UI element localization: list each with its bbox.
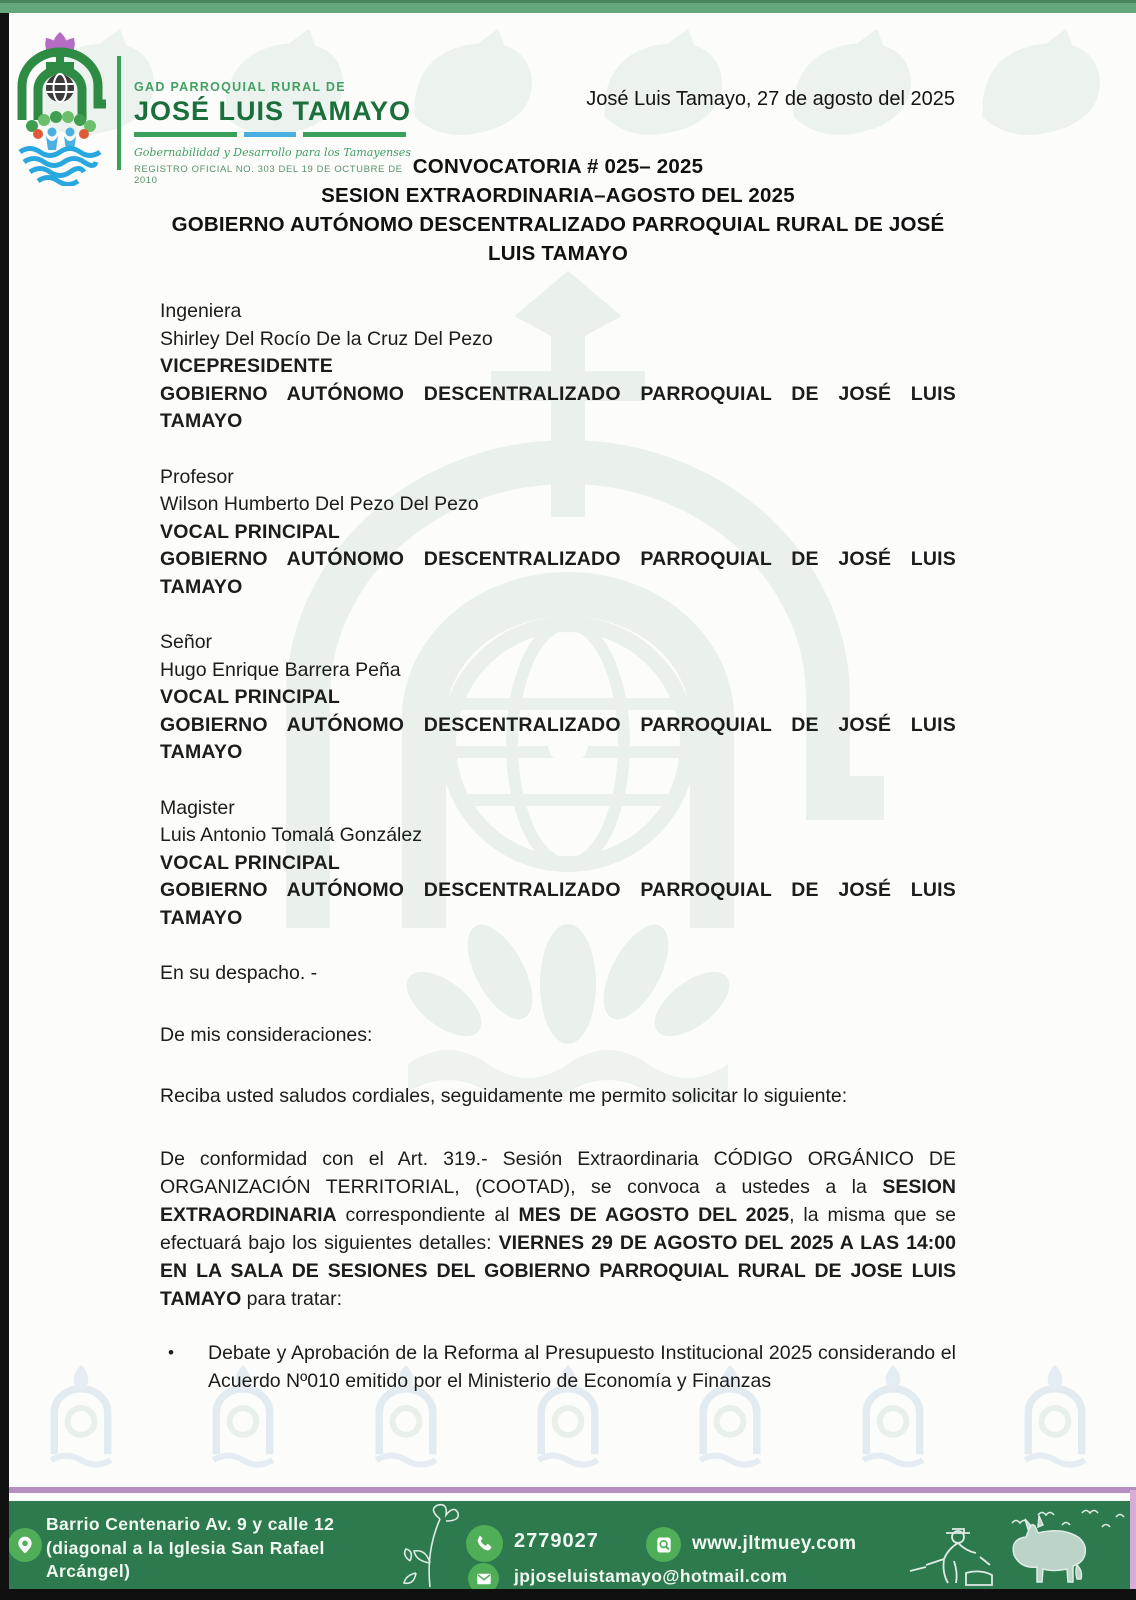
recipient-name: Hugo Enrique Barrera Peña	[160, 658, 401, 681]
address-line-3: Arcángel)	[46, 1561, 131, 1581]
scan-edge-left	[0, 13, 9, 1600]
top-green-bar	[0, 0, 1136, 13]
browser-search-icon	[646, 1527, 681, 1562]
address-line-2: (diagonal a la Iglesia San Rafael	[46, 1537, 325, 1558]
recipient-name: Wilson Humberto Del Pezo Del Pezo	[160, 493, 479, 515]
recipient-role: VOCAL PRINCIPAL	[160, 851, 340, 874]
location-pin-icon	[8, 1528, 42, 1562]
title-line-1: CONVOCATORIA # 025– 2025	[412, 155, 704, 178]
letter-content	[160, 152, 956, 1395]
recipient-org: GOBIERNO AUTÓNOMO DESCENTRALIZADO PARROQUIAL DE JOSÉ LUIS TAMAYO	[160, 548, 956, 598]
recipient-block	[160, 795, 956, 933]
bullet-marker: •	[168, 1342, 174, 1362]
scan-edge-right	[1130, 1490, 1136, 1590]
org-tagline: Gobernabilidad y Desarrollo para los Tamayenses	[134, 146, 411, 159]
bullet-text: Debate y Aprobación de la Reforma al Presupuesto Institucional 2025 considerando el Acuerdo Nº010 emitido por el Ministerio de Economía y Finanzas	[208, 1341, 956, 1392]
footer-address	[46, 1513, 398, 1584]
recipient-block	[160, 298, 956, 436]
registro-oficial-line: REGISTRO OFICIAL NO. 303 DEL 19 DE OCTUBRE DE 2010	[134, 164, 403, 186]
recipient-block	[160, 629, 956, 767]
agenda-bullet-item	[160, 1339, 956, 1395]
recipient-salutation: Profesor	[160, 465, 234, 488]
recipient-role: VOCAL PRINCIPAL	[160, 520, 340, 543]
logo-underline-bars	[134, 132, 406, 137]
main-paragraph: De conformidad con el Art. 319.- Sesión Extraordinaria CÓDIGO ORGÁNICO DE ORGANIZACIÓN TERRITORIAL, (COOTAD), se convoca a ustedes a la SESION EXTRAORDINARIA correspondiente al MES DE AGOSTO DEL 2025, la misma que se efectuará bajo los siguientes detalles: VIERNES 29 DE AGOSTO DEL 2025 A LAS 14:00 EN LA SALA DE SESIONES DEL GOBIERNO PARROQUIAL RURAL DE JOSE LUIS TAMAYO para tratar:	[160, 1147, 956, 1310]
consideraciones-line: De mis consideraciones:	[160, 1023, 373, 1046]
farmer-donkey-art	[862, 1503, 1130, 1589]
footer-phone: 2779027	[514, 1530, 599, 1552]
title-line-2: SESION EXTRAORDINARIA–AGOSTO DEL 2025	[321, 184, 795, 207]
recipient-name: Luis Antonio Tomalá González	[160, 824, 422, 846]
scan-edge-bottom	[0, 1589, 1136, 1600]
gad-crest-logo	[8, 24, 112, 186]
document-title	[160, 152, 956, 268]
watermark-blob-icon	[966, 22, 1116, 162]
recipient-org: GOBIERNO AUTÓNOMO DESCENTRALIZADO PARROQUIAL DE JOSÉ LUIS TAMAYO	[160, 879, 956, 929]
recipient-salutation: Ingeniera	[160, 300, 242, 322]
logo-divider	[117, 56, 121, 170]
recipient-role: VICEPRESIDENTE	[160, 355, 333, 377]
recipient-org: GOBIERNO AUTÓNOMO DESCENTRALIZADO PARROQUIAL DE JOSÉ LUIS TAMAYO	[160, 382, 956, 432]
footer-email: jpjoseluistamayo@hotmail.com	[514, 1566, 788, 1586]
org-name-label: JOSÉ LUIS TAMAYO	[134, 96, 412, 126]
recipient-salutation: Magister	[160, 796, 235, 819]
watermark-mini-crest-icon	[1010, 1362, 1100, 1472]
watermark-mini-crest-icon	[36, 1362, 126, 1472]
recipient-role: VOCAL PRINCIPAL	[160, 686, 340, 708]
title-line-3: GOBIERNO AUTÓNOMO DESCENTRALIZADO PARROQUIAL RURAL DE JOSÉ LUIS TAMAYO	[171, 213, 945, 265]
recipient-org: GOBIERNO AUTÓNOMO DESCENTRALIZADO PARROQUIAL DE JOSÉ LUIS TAMAYO	[160, 713, 956, 763]
recipient-salutation: Señor	[160, 631, 213, 653]
footer-website: www.jltmuey.com	[692, 1533, 857, 1554]
greeting-line: Reciba usted saludos cordiales, seguidamente me permito solicitar lo siguiente:	[160, 1085, 848, 1107]
despacho-line: En su despacho. -	[160, 962, 318, 984]
org-type-label: GAD PARROQUIAL RURAL DE	[134, 80, 346, 94]
recipient-block	[160, 464, 956, 602]
footer-purple-line	[0, 1487, 1136, 1493]
phone-icon	[466, 1525, 503, 1562]
address-line-1: Barrio Centenario Av. 9 y calle 12	[46, 1514, 335, 1534]
flower-line-art	[396, 1503, 468, 1589]
date-line: José Luis Tamayo, 27 de agosto del 2025	[586, 88, 955, 110]
recipient-name: Shirley Del Rocío De la Cruz Del Pezo	[160, 327, 493, 350]
